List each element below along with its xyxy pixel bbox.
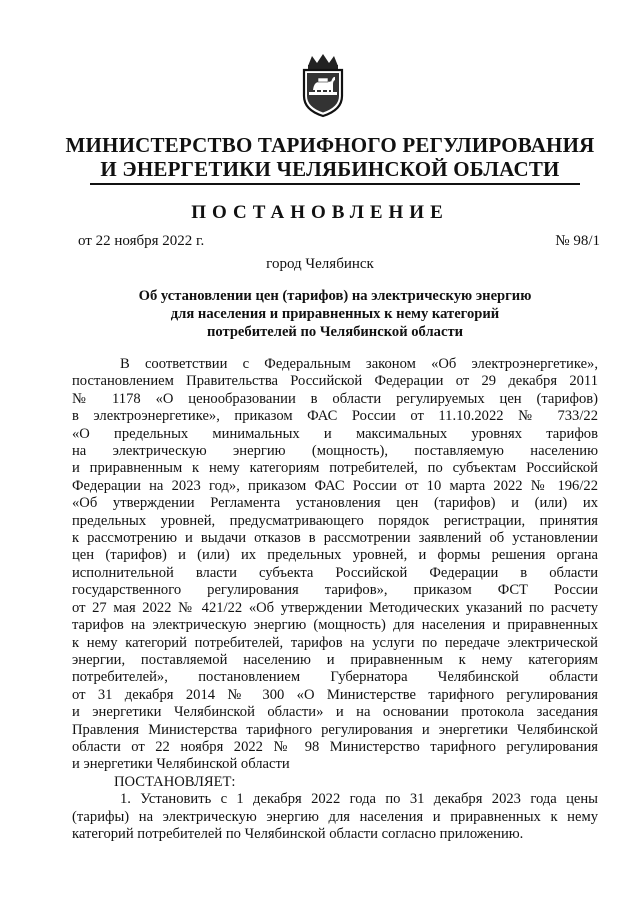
preamble-line: постановлением Правительства Российской Федерации от 29 декабря 2011 bbox=[72, 373, 598, 390]
preamble-line: от 27 мая 2022 № 421/22 «Об утверждении Методических указаний по расчету bbox=[72, 599, 598, 616]
subject-line: для населения и приравненных к нему категорий bbox=[170, 306, 500, 322]
preamble-line: потребителей», постановлением Губернатора Челябинской области bbox=[72, 669, 598, 686]
preamble-line: «Об утверждении Регламента установления цен (тарифов) и (или) их bbox=[72, 495, 598, 512]
chelyabinsk-coat-of-arms-icon bbox=[298, 52, 348, 118]
decree-item-1 bbox=[72, 791, 598, 843]
document-body bbox=[72, 356, 598, 843]
preamble-line: и энергетики Челябинской области» и на основании протокола заседания bbox=[72, 704, 598, 721]
ministry-line-2: И ЭНЕРГЕТИКИ ЧЕЛЯБИНСКОЙ ОБЛАСТИ bbox=[100, 157, 560, 181]
preamble-line: государственного регулирования тарифов», приказом ФСТ России bbox=[72, 582, 598, 599]
preamble-line: к рассмотрению и выдачи отказов в рассмотрении заявлений об установлении bbox=[72, 530, 598, 547]
preamble-paragraph bbox=[72, 356, 598, 774]
preamble-line: области от 22 ноября 2022 № 98 Министерство тарифного регулирования bbox=[72, 738, 598, 755]
preamble-line: и приравненным к нему категориям потребителей, по субъектам Российской bbox=[72, 460, 598, 477]
document-city: город Челябинск bbox=[266, 256, 374, 272]
preamble-line: от 31 декабря 2014 № 300 «О Министерстве тарифного регулирования bbox=[72, 686, 598, 703]
ministry-name bbox=[60, 133, 600, 181]
decree-word: ПОСТАНОВЛЯЕТ: bbox=[114, 773, 236, 790]
header-divider bbox=[90, 183, 580, 185]
preamble-line: предельных уровней, предусматривающего порядок регистрации, принятия bbox=[72, 512, 598, 529]
preamble-line: энергии, поставляемой населению и приравненным к нему категориям bbox=[72, 651, 598, 668]
document-subject bbox=[100, 287, 570, 341]
document-number: № 98/1 bbox=[555, 233, 600, 249]
ministry-line-1: МИНИСТЕРСТВО ТАРИФНОГО РЕГУЛИРОВАНИЯ bbox=[65, 133, 595, 157]
preamble-line: № 1178 «О ценообразовании в области регулируемых цен (тарифов) bbox=[72, 390, 598, 407]
preamble-line: тарифов на электрическую энергию (мощность) для населения и приравненных bbox=[72, 617, 598, 634]
preamble-line: Федерации на 2023 год», приказом ФАС России от 10 марта 2022 № 196/22 bbox=[72, 477, 598, 494]
preamble-line: в электроэнергетике», приказом ФАС России от 11.10.2022 № 733/22 bbox=[72, 408, 598, 425]
document-type-title: ПОСТАНОВЛЕНИЕ bbox=[191, 202, 449, 223]
item-line: категорий потребителей по Челябинской области согласно приложению. bbox=[72, 825, 524, 842]
preamble-line: Правления Министерства тарифного регулирования и энергетики Челябинской bbox=[72, 721, 598, 738]
preamble-line: исполнительной власти субъекта Российской Федерации в области bbox=[72, 564, 598, 581]
preamble-line: к нему категорий потребителей, тарифов на услуги по передаче электрической bbox=[72, 634, 598, 651]
item-line: (тарифы) на электрическую энергию для населения и приравненных к нему bbox=[72, 808, 598, 825]
item-line: 1. Установить с 1 декабря 2022 года по 31 декабря 2023 года цены bbox=[120, 791, 598, 808]
preamble-line: цен (тарифов) и (или) их предельных уровней, и формы решения органа bbox=[72, 547, 598, 564]
document-date: от 22 ноября 2022 г. bbox=[78, 233, 205, 249]
preamble-line: В соответствии с Федеральным законом «Об электроэнергетике», bbox=[120, 356, 598, 372]
preamble-line: и энергетики Челябинской области bbox=[72, 756, 290, 773]
preamble-line: на электрическую энергию (мощность), поставляемую населению bbox=[72, 443, 598, 460]
subject-line: Об установлении цен (тарифов) на электрическую энергию bbox=[138, 288, 532, 304]
subject-line: потребителей по Челябинской области bbox=[206, 324, 464, 340]
preamble-line: «О предельных минимальных и максимальных уровнях тарифов bbox=[72, 425, 598, 442]
